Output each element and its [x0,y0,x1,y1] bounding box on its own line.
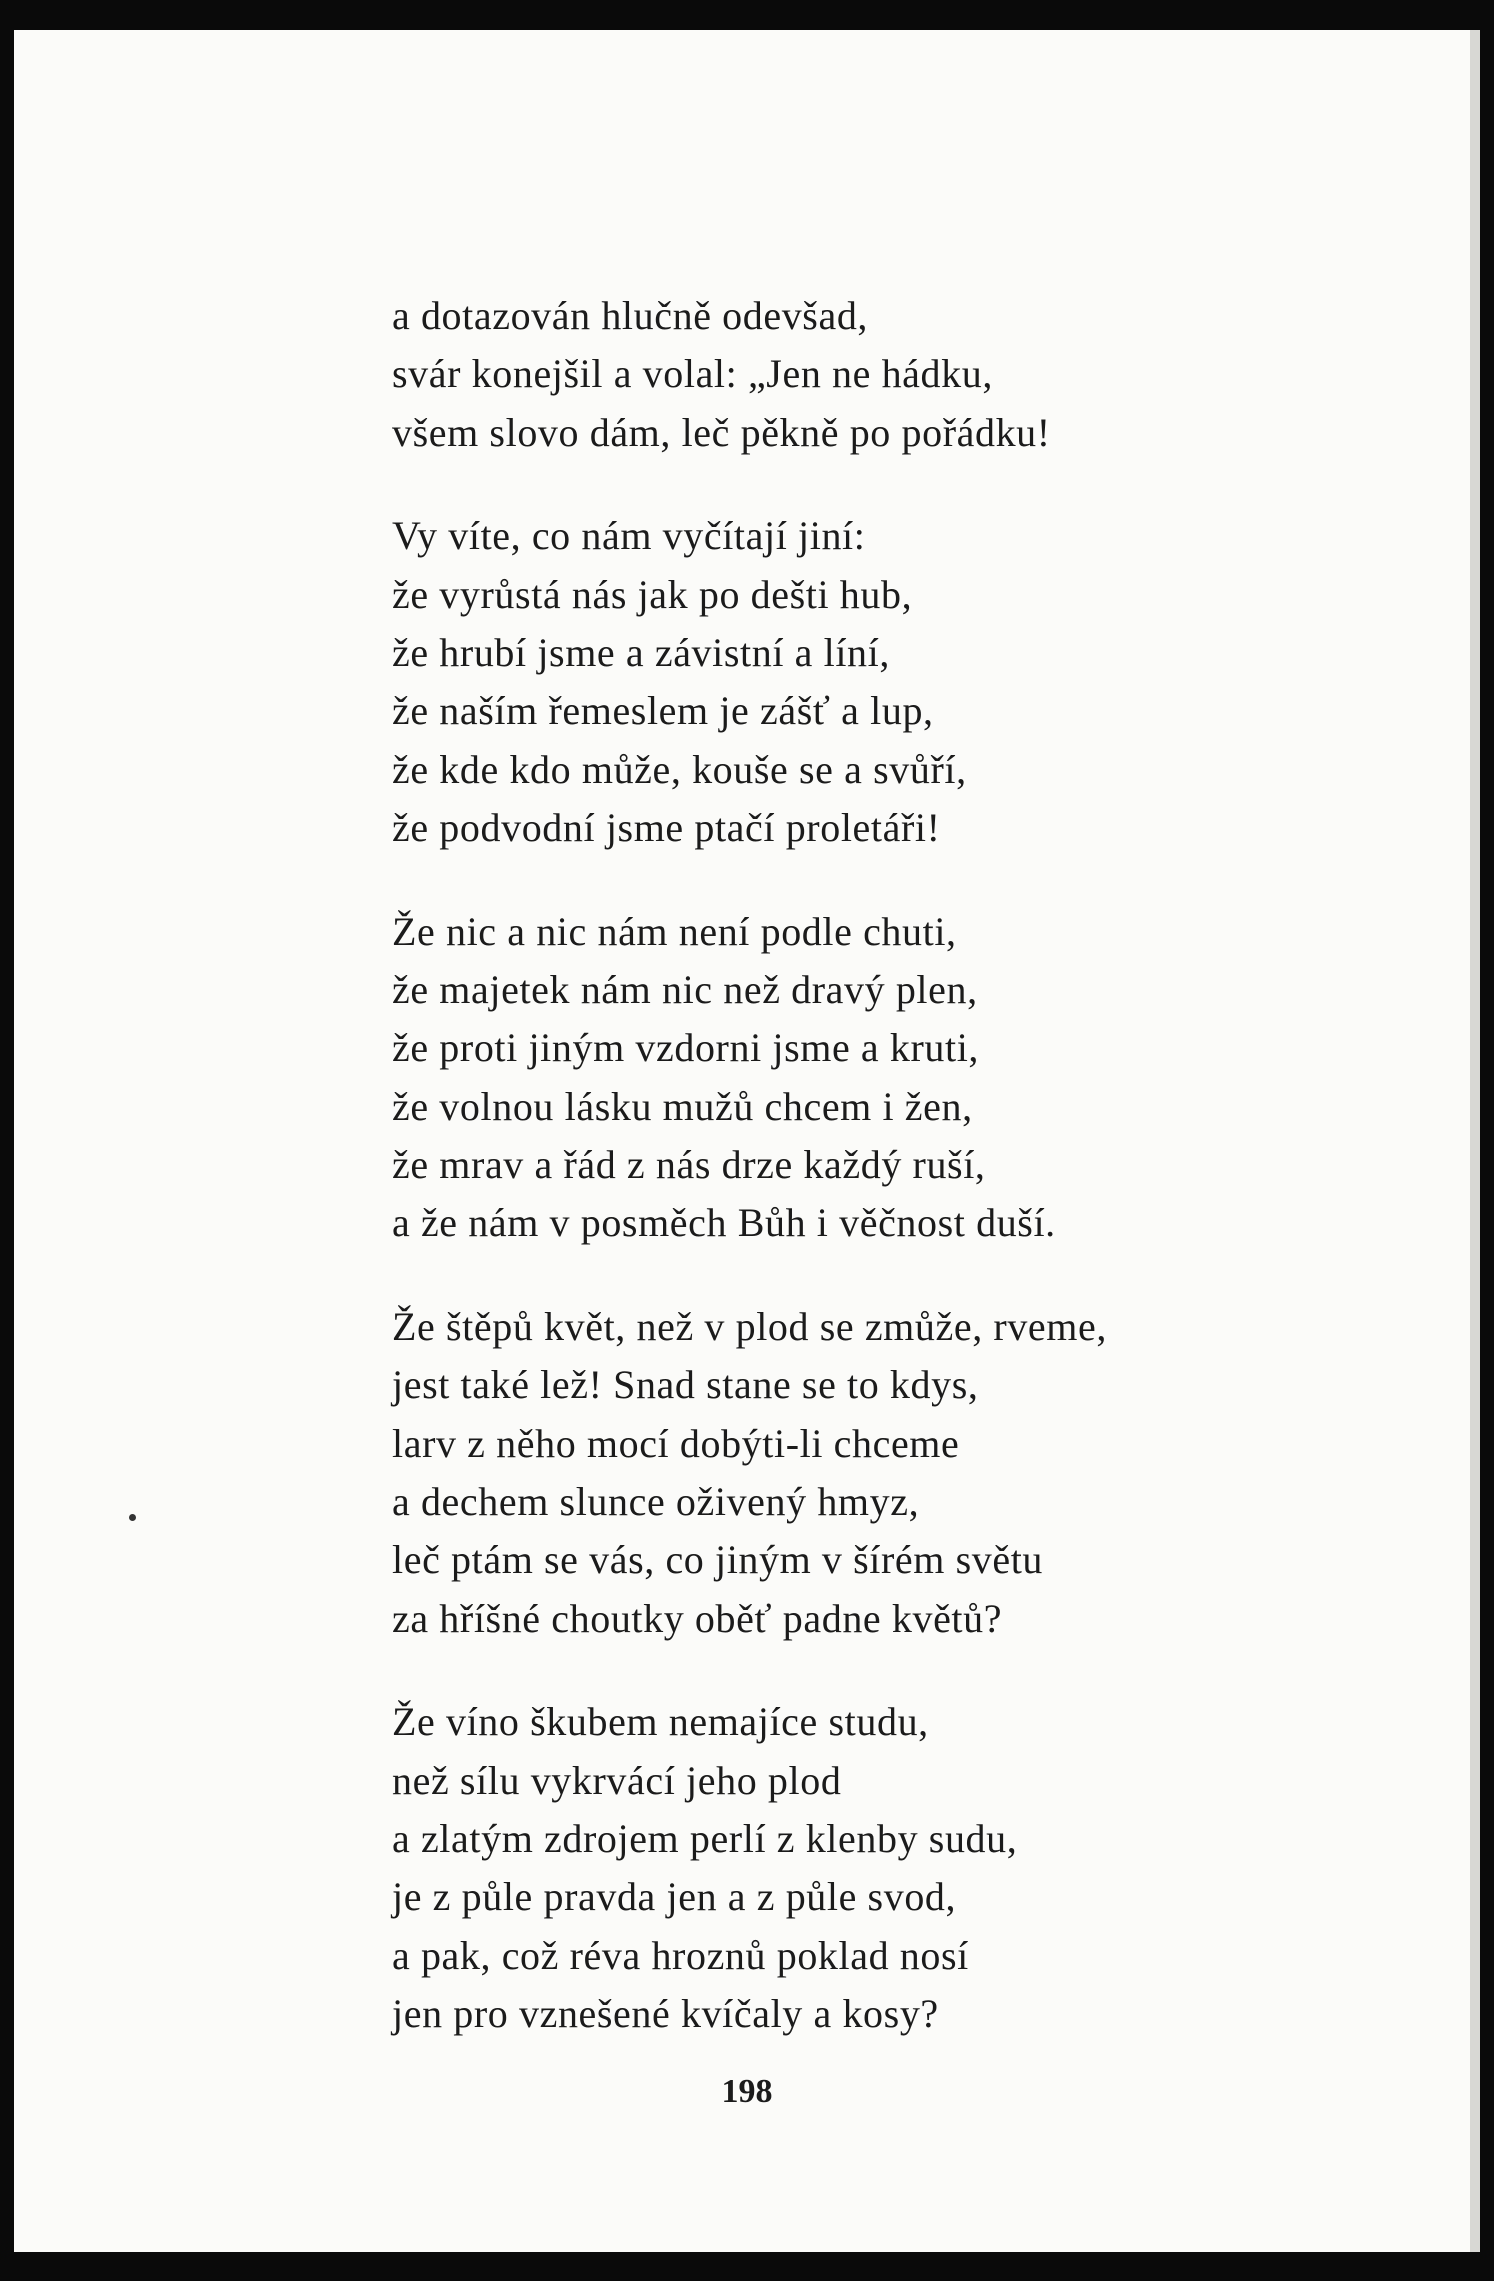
ink-speck [129,1514,136,1521]
poem-line: a dechem slunce oživený hmyz, [392,1479,920,1525]
poem-line: že vyrůstá nás jak po dešti hub, [392,571,913,617]
poem-line: Že štěpů květ, než v plod se zmůže, rveme, [392,1303,1107,1349]
poem-line: všem slovo dám, leč pěkně po pořádku! [392,409,1051,455]
poem-line: že proti jiným vzdorni jsme a kruti, [392,1025,980,1071]
poem-line: že podvodní jsme ptačí proletáři! [392,805,941,851]
poem-line: že kde kdo může, kouše se a svůří, [392,746,967,792]
stanza-4 [392,1298,1392,1648]
poem-line: než sílu vykrvácí jeho plod [392,1757,842,1803]
poem-line: jest také lež! Snad stane se to kdys, [392,1362,979,1408]
poem-line: larv z něho mocí dobýti-li chceme [392,1420,960,1466]
poem-line: a dotazován hlučně odevšad, [392,293,869,338]
page-number: 198 [721,2073,773,2110]
poem-line: Že víno škubem nemajíce studu, [392,1699,929,1745]
stanza-1 [392,287,1392,462]
poem-line: a že nám v posměch Bůh i věčnost duší. [392,1200,1056,1246]
page-edge [1470,30,1480,2252]
poem-line: svár konejšil a volal: „Jen ne hádku, [392,351,993,397]
stanza-3 [392,903,1392,1253]
poem-line: je z půle pravda jen a z půle svod, [392,1874,957,1920]
poem-line: Vy víte, co nám vyčítají jiní: [392,513,866,559]
poem-line: že volnou lásku mužů chcem i žen, [392,1083,973,1129]
poem-body [392,287,1392,2089]
stanza-5 [392,1693,1392,2043]
poem-line: jen pro vznešené kvíčaly a kosy? [392,1991,939,2037]
poem-line: že hrubí jsme a závistní a líní, [392,629,890,675]
poem-line: že majetek nám nic než dravý plen, [392,966,978,1012]
poem-line: leč ptám se vás, co jiným v šírém světu [392,1537,1044,1583]
poem-line: za hříšné choutky oběť padne květů? [392,1595,1003,1641]
poem-line: a pak, což réva hroznů poklad nosí [392,1932,969,1978]
poem-line: že mrav a řád z nás drze každý ruší, [392,1142,986,1188]
poem-line: a zlatým zdrojem perlí z klenby sudu, [392,1815,1018,1861]
stanza-2 [392,507,1392,857]
poem-line: že naším řemeslem je zášť a lup, [392,688,934,734]
poem-line: Že nic a nic nám není podle chuti, [392,908,957,954]
